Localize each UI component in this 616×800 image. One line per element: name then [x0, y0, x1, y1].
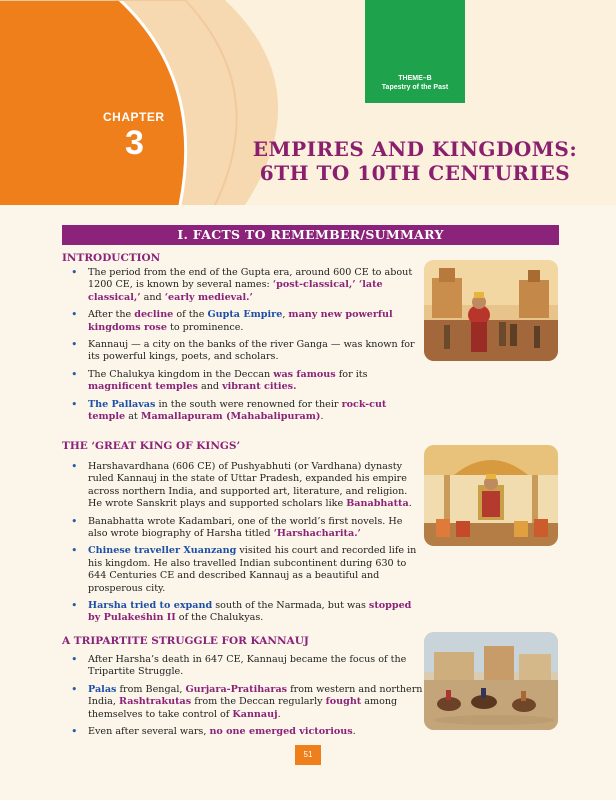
bullet-item	[62, 339, 424, 364]
bullet-highlight: Chinese traveller Xuanzang	[88, 545, 237, 557]
bullet-text: The Chalukya kingdom in the Deccan	[88, 368, 274, 380]
bullet-text: .	[277, 708, 281, 720]
bullet-highlight: decline	[134, 309, 174, 321]
bullet-text: visited his court and recorded life in his kingdom. He also travelled Indian subcontinent during 630 to 644 Centuries CE and described Kannauj as a beautiful and prosperous city.	[88, 545, 417, 594]
chapter-title-line2: 6TH TO 10TH CENTURIES	[259, 161, 571, 185]
chapter-label: CHAPTER	[103, 110, 165, 124]
bullet-text: of the Chalukyas.	[175, 612, 264, 624]
bullet-highlight: The Pallavas	[88, 398, 156, 410]
bullet-highlight: ‘post-classical,’ ‘late classical,’	[88, 279, 383, 303]
bullet-item	[62, 369, 424, 394]
bullet-text: .	[408, 498, 412, 510]
bullet-text: and	[197, 381, 223, 393]
bullet-item	[62, 654, 424, 679]
theme-title: Tapestry of the Past	[381, 84, 449, 91]
bullet-text: from western and northern India,	[88, 683, 423, 708]
chapter-header	[0, 0, 616, 205]
bullet-item	[62, 309, 424, 334]
section-heading-tripartite: A TRIPARTITE STRUGGLE FOR KANNAUJ	[62, 635, 309, 647]
bullet-highlight: Gupta Empire	[207, 309, 283, 321]
bullet-list-introduction	[62, 267, 424, 428]
bullet-highlight: Palas	[88, 683, 117, 695]
bullet-text: The period from the end of the Gupta era, around 600 CE to about 1200 CE, is known by several names:	[88, 267, 413, 291]
bullet-list-great-king	[62, 461, 424, 630]
bullet-item	[62, 399, 424, 424]
bullet-highlight: ‘early medieval.’	[164, 291, 253, 303]
bullet-text: Harshavardhana (606 CE) of Pushyabhuti (or Vardhana) dynasty ruled Kannauj in the state of Uttar Pradesh, expanded his empire across northern India, and supported art, literature, and religion. He wrote Sanskrit plays and supported scholars like	[88, 461, 408, 510]
bullet-text: After the	[88, 309, 135, 321]
bullet-text: to prominence.	[166, 321, 244, 333]
bullet-text: for its	[335, 368, 368, 380]
bullet-highlight: was famous	[273, 368, 336, 380]
page-number: 51	[295, 745, 321, 765]
section-heading-great-king: THE ‘GREAT KING OF KINGS’	[62, 440, 241, 452]
bullet-text: south of the Narmada, but was	[212, 600, 369, 612]
bullet-highlight: kingdoms rose	[88, 321, 167, 333]
bullet-text: .	[352, 726, 356, 738]
bullet-text: from Bengal,	[116, 683, 186, 695]
bullet-item	[62, 684, 424, 721]
bullet-item	[62, 600, 424, 625]
bullet-item	[62, 726, 424, 738]
bullet-highlight: Kannauj	[232, 708, 278, 720]
theme-label: THEME–B	[398, 75, 432, 82]
bullet-text: at	[125, 411, 141, 423]
bullet-highlight: Mamallapuram (Mahabalipuram)	[140, 411, 321, 423]
bullet-text: ,	[282, 309, 289, 321]
bullet-text: in the south were renowned for their	[155, 398, 342, 410]
bullet-text: Banabhatta wrote Kadambari, one of the world’s first novels. He also wrote biography of Harsha titled	[88, 515, 403, 540]
chapter-title	[245, 137, 585, 185]
bullet-highlight: vibrant cities.	[222, 381, 297, 393]
harsha-court-illustration	[424, 445, 558, 546]
bullet-text: of the	[173, 309, 208, 321]
bullet-highlight: Rashtrakutas	[119, 696, 192, 708]
bullet-item	[62, 267, 424, 304]
bullet-item	[62, 461, 424, 511]
bullet-highlight: Harsha tried to expand	[88, 600, 213, 612]
chapter-number: 3	[125, 124, 144, 162]
bullet-highlight: fought	[325, 696, 362, 708]
bullet-item	[62, 545, 424, 595]
bullet-text: After Harsha’s death in 647 CE, Kannauj became the focus of the Tripartite Struggle.	[88, 654, 407, 678]
bullet-highlight: Banabhatta	[346, 498, 409, 510]
bullet-text: .	[320, 411, 324, 423]
section-heading-introduction: INTRODUCTION	[62, 252, 161, 264]
bullet-list-tripartite	[62, 654, 424, 743]
bullet-highlight: stopped by Pulakeśhin II	[88, 600, 412, 624]
king-court-illustration	[424, 260, 558, 361]
chapter-title-line1: EMPIRES AND KINGDOMS:	[252, 137, 578, 161]
bullet-highlight: no one emerged victorious	[209, 726, 353, 738]
bullet-highlight: many new powerful	[288, 309, 393, 321]
battle-illustration	[424, 632, 558, 730]
bullet-highlight: magnificent temples	[88, 381, 198, 393]
bullet-text: among themselves to take control of	[88, 696, 398, 720]
bullet-text: and	[140, 291, 165, 303]
theme-box	[365, 0, 465, 103]
bullet-text: from the Deccan regularly	[191, 696, 326, 708]
bullet-item	[62, 516, 424, 541]
bullet-highlight: Gurjara-Pratiharas	[185, 683, 288, 695]
bullet-highlight: ‘Harshacharita.’	[273, 528, 361, 540]
section-bar: I. FACTS TO REMEMBER/SUMMARY	[62, 225, 559, 245]
bullet-text: Even after several wars,	[88, 726, 210, 738]
bullet-highlight: rock-cut temple	[88, 398, 387, 423]
bullet-text: Kannauj — a city on the banks of the river Ganga — was known for its powerful kings, poets, and scholars.	[88, 339, 415, 363]
